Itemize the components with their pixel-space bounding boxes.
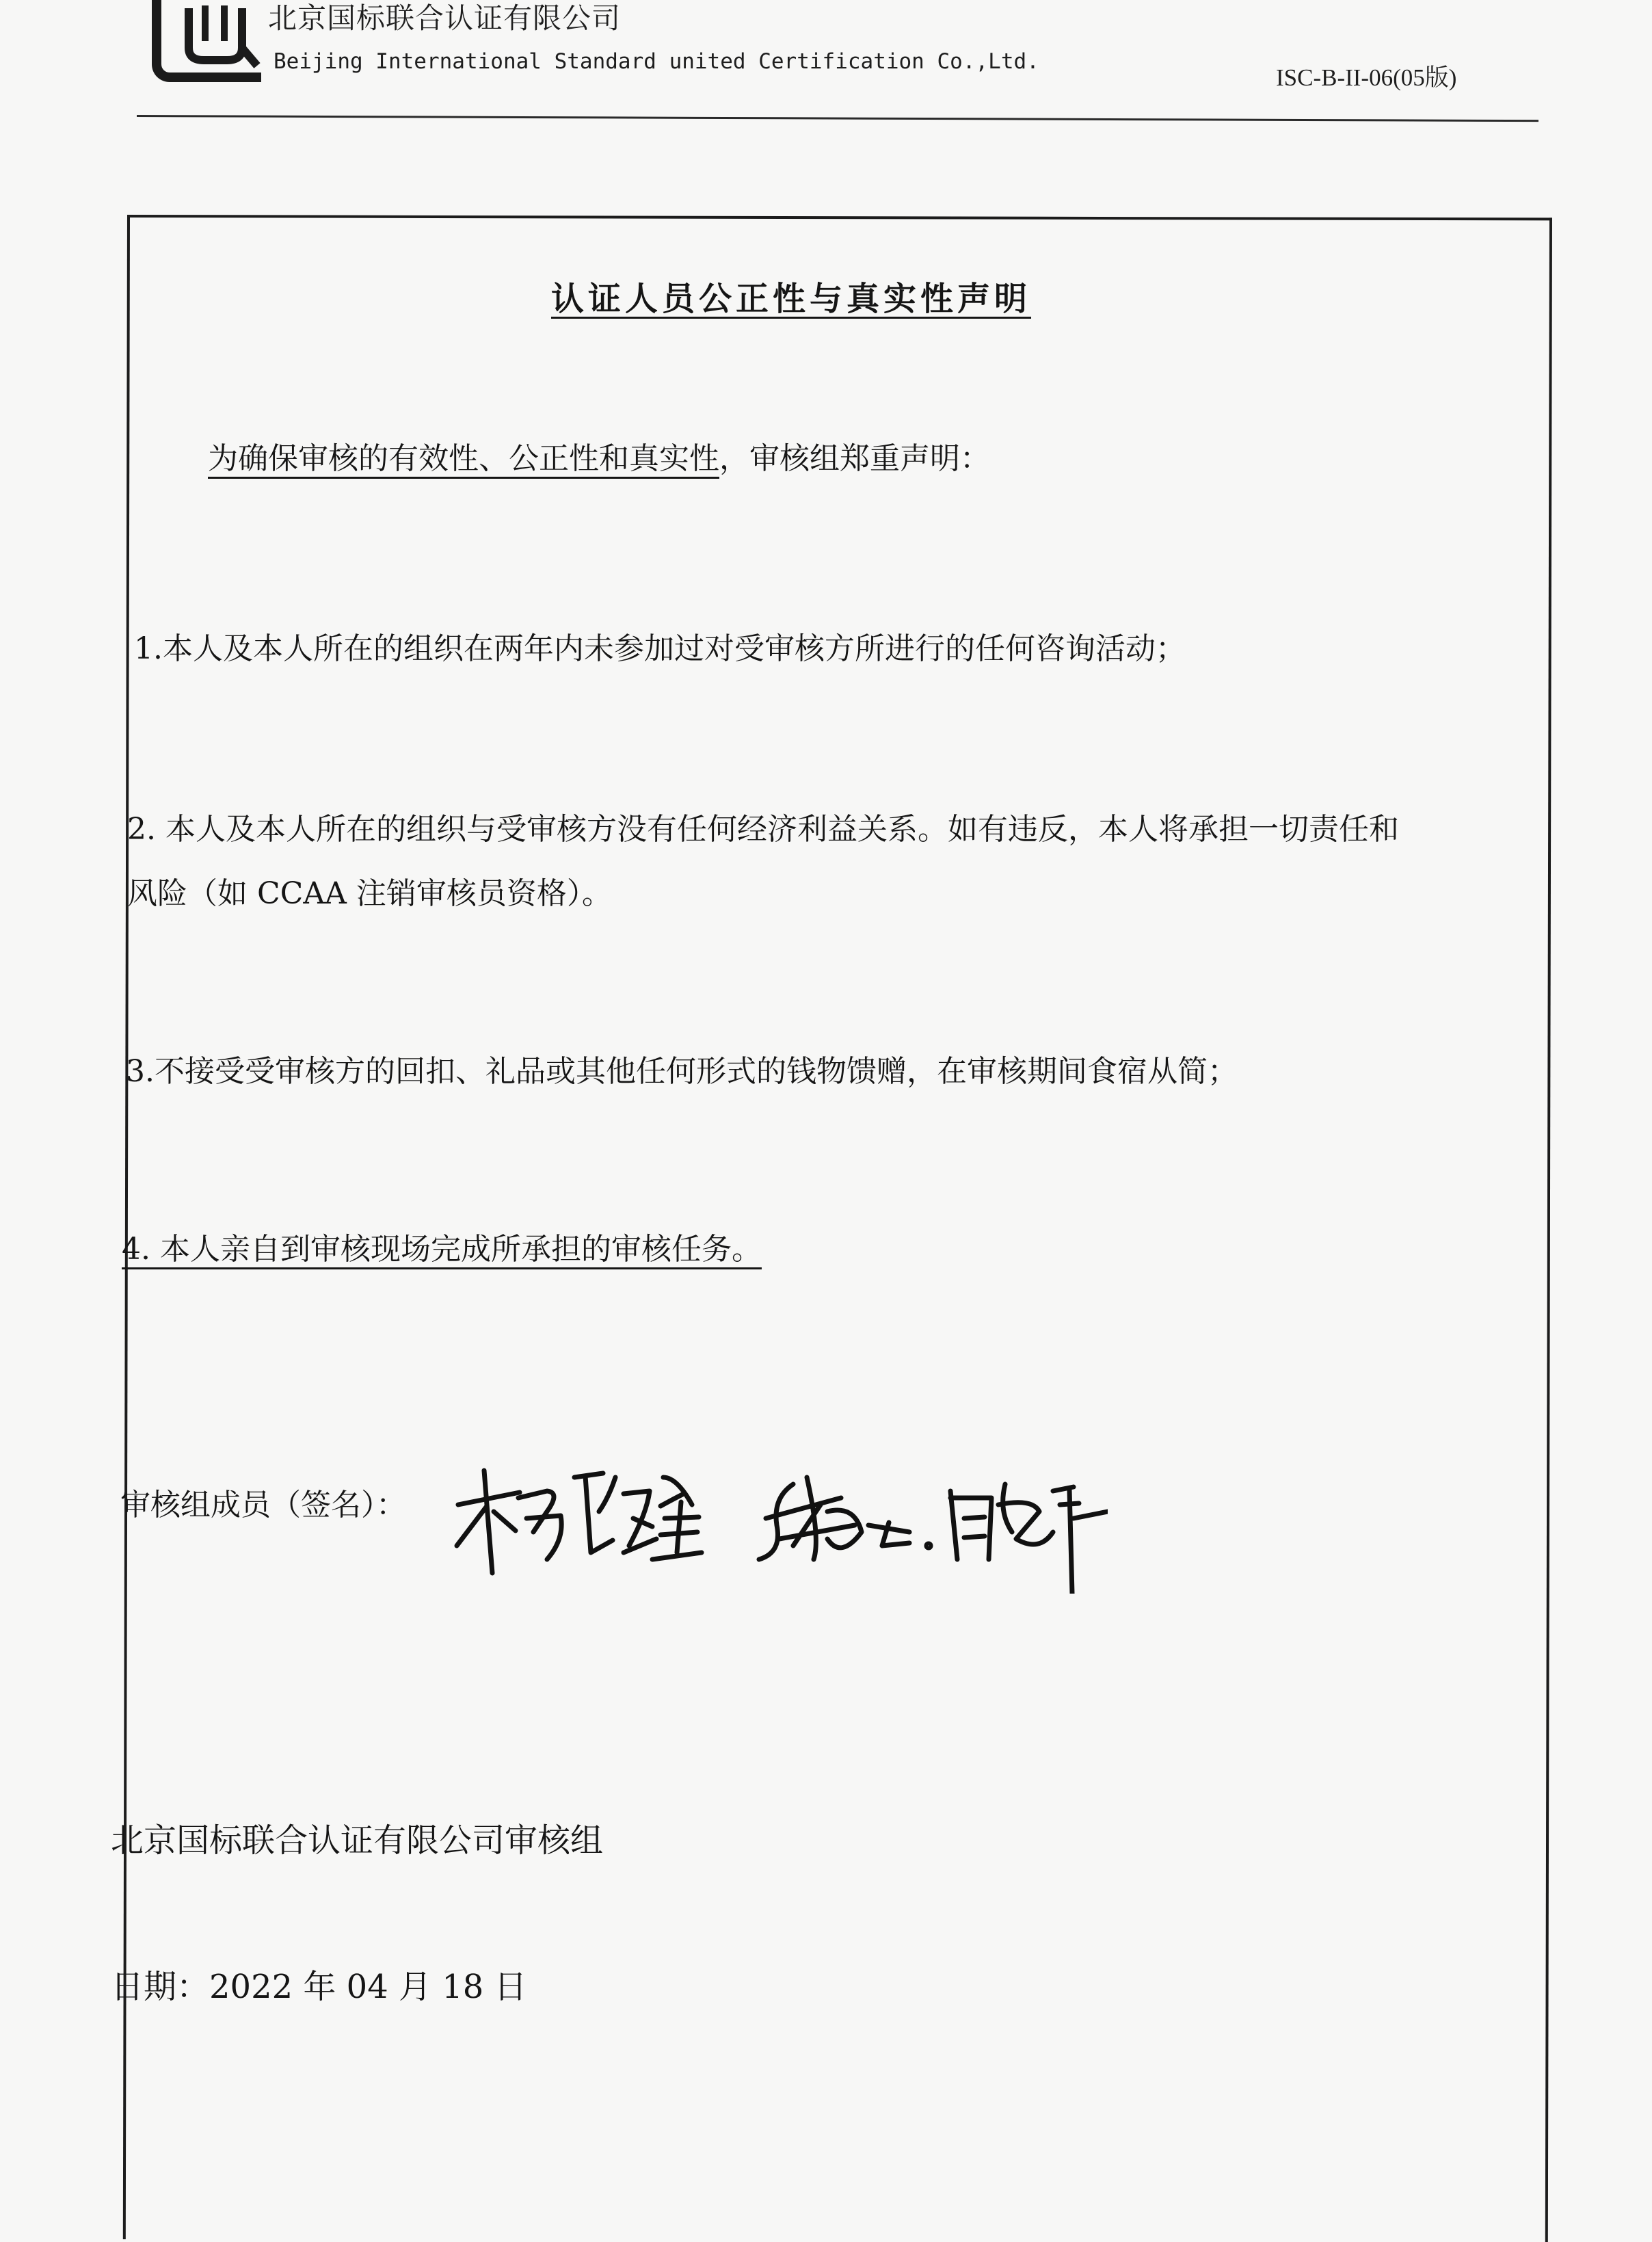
signature-1: [444, 1450, 704, 1580]
document-code: ISC-B-II-06(05版): [1276, 64, 1457, 91]
declaration-item-2-line-1: 2. 本人及本人所在的组织与受审核方没有任何经济利益关系。如有违反，本人将承担一切责任和: [127, 812, 1399, 847]
company-logo: [152, 0, 261, 82]
declaration-item-4: 4. 本人亲自到审核现场完成所承担的审核任务。: [122, 1232, 762, 1267]
letterhead: [0, 0, 1652, 137]
audit-team-organization: 北京国标联合认证有限公司审核组: [111, 1821, 604, 1860]
declaration-item-1: 1.本人及本人所在的组织在两年内未参加过对受审核方所进行的任何咨询活动；: [134, 631, 1186, 666]
declaration-item-2: [127, 797, 1399, 926]
signature-2: [752, 1457, 1108, 1594]
intro-underlined-text: 为确保审核的有效性、公正性和真实性: [208, 441, 719, 476]
declaration-date: 日期：2022 年 04 月 18 日: [111, 1968, 527, 2006]
signers-label: 审核组成员（签名）：: [120, 1488, 406, 1522]
header-divider: [137, 115, 1538, 122]
declaration-title: 认证人员公正性与真实性声明: [551, 280, 1032, 318]
declaration-item-3: 3.不接受受审核方的回扣、礼品或其他任何形式的钱物馈赠，在审核期间食宿从简；: [126, 1054, 1238, 1089]
intro-paragraph: [208, 427, 990, 491]
company-name-en: Beijing International Standard united Certification Co.,Ltd.: [274, 49, 1039, 74]
company-name-cn: 北京国标联合认证有限公司: [268, 1, 622, 35]
intro-rest-text: ，审核组郑重声明：: [719, 441, 990, 476]
declaration-item-2-line-2: 风险（如 CCAA 注销审核员资格）。: [127, 876, 612, 911]
